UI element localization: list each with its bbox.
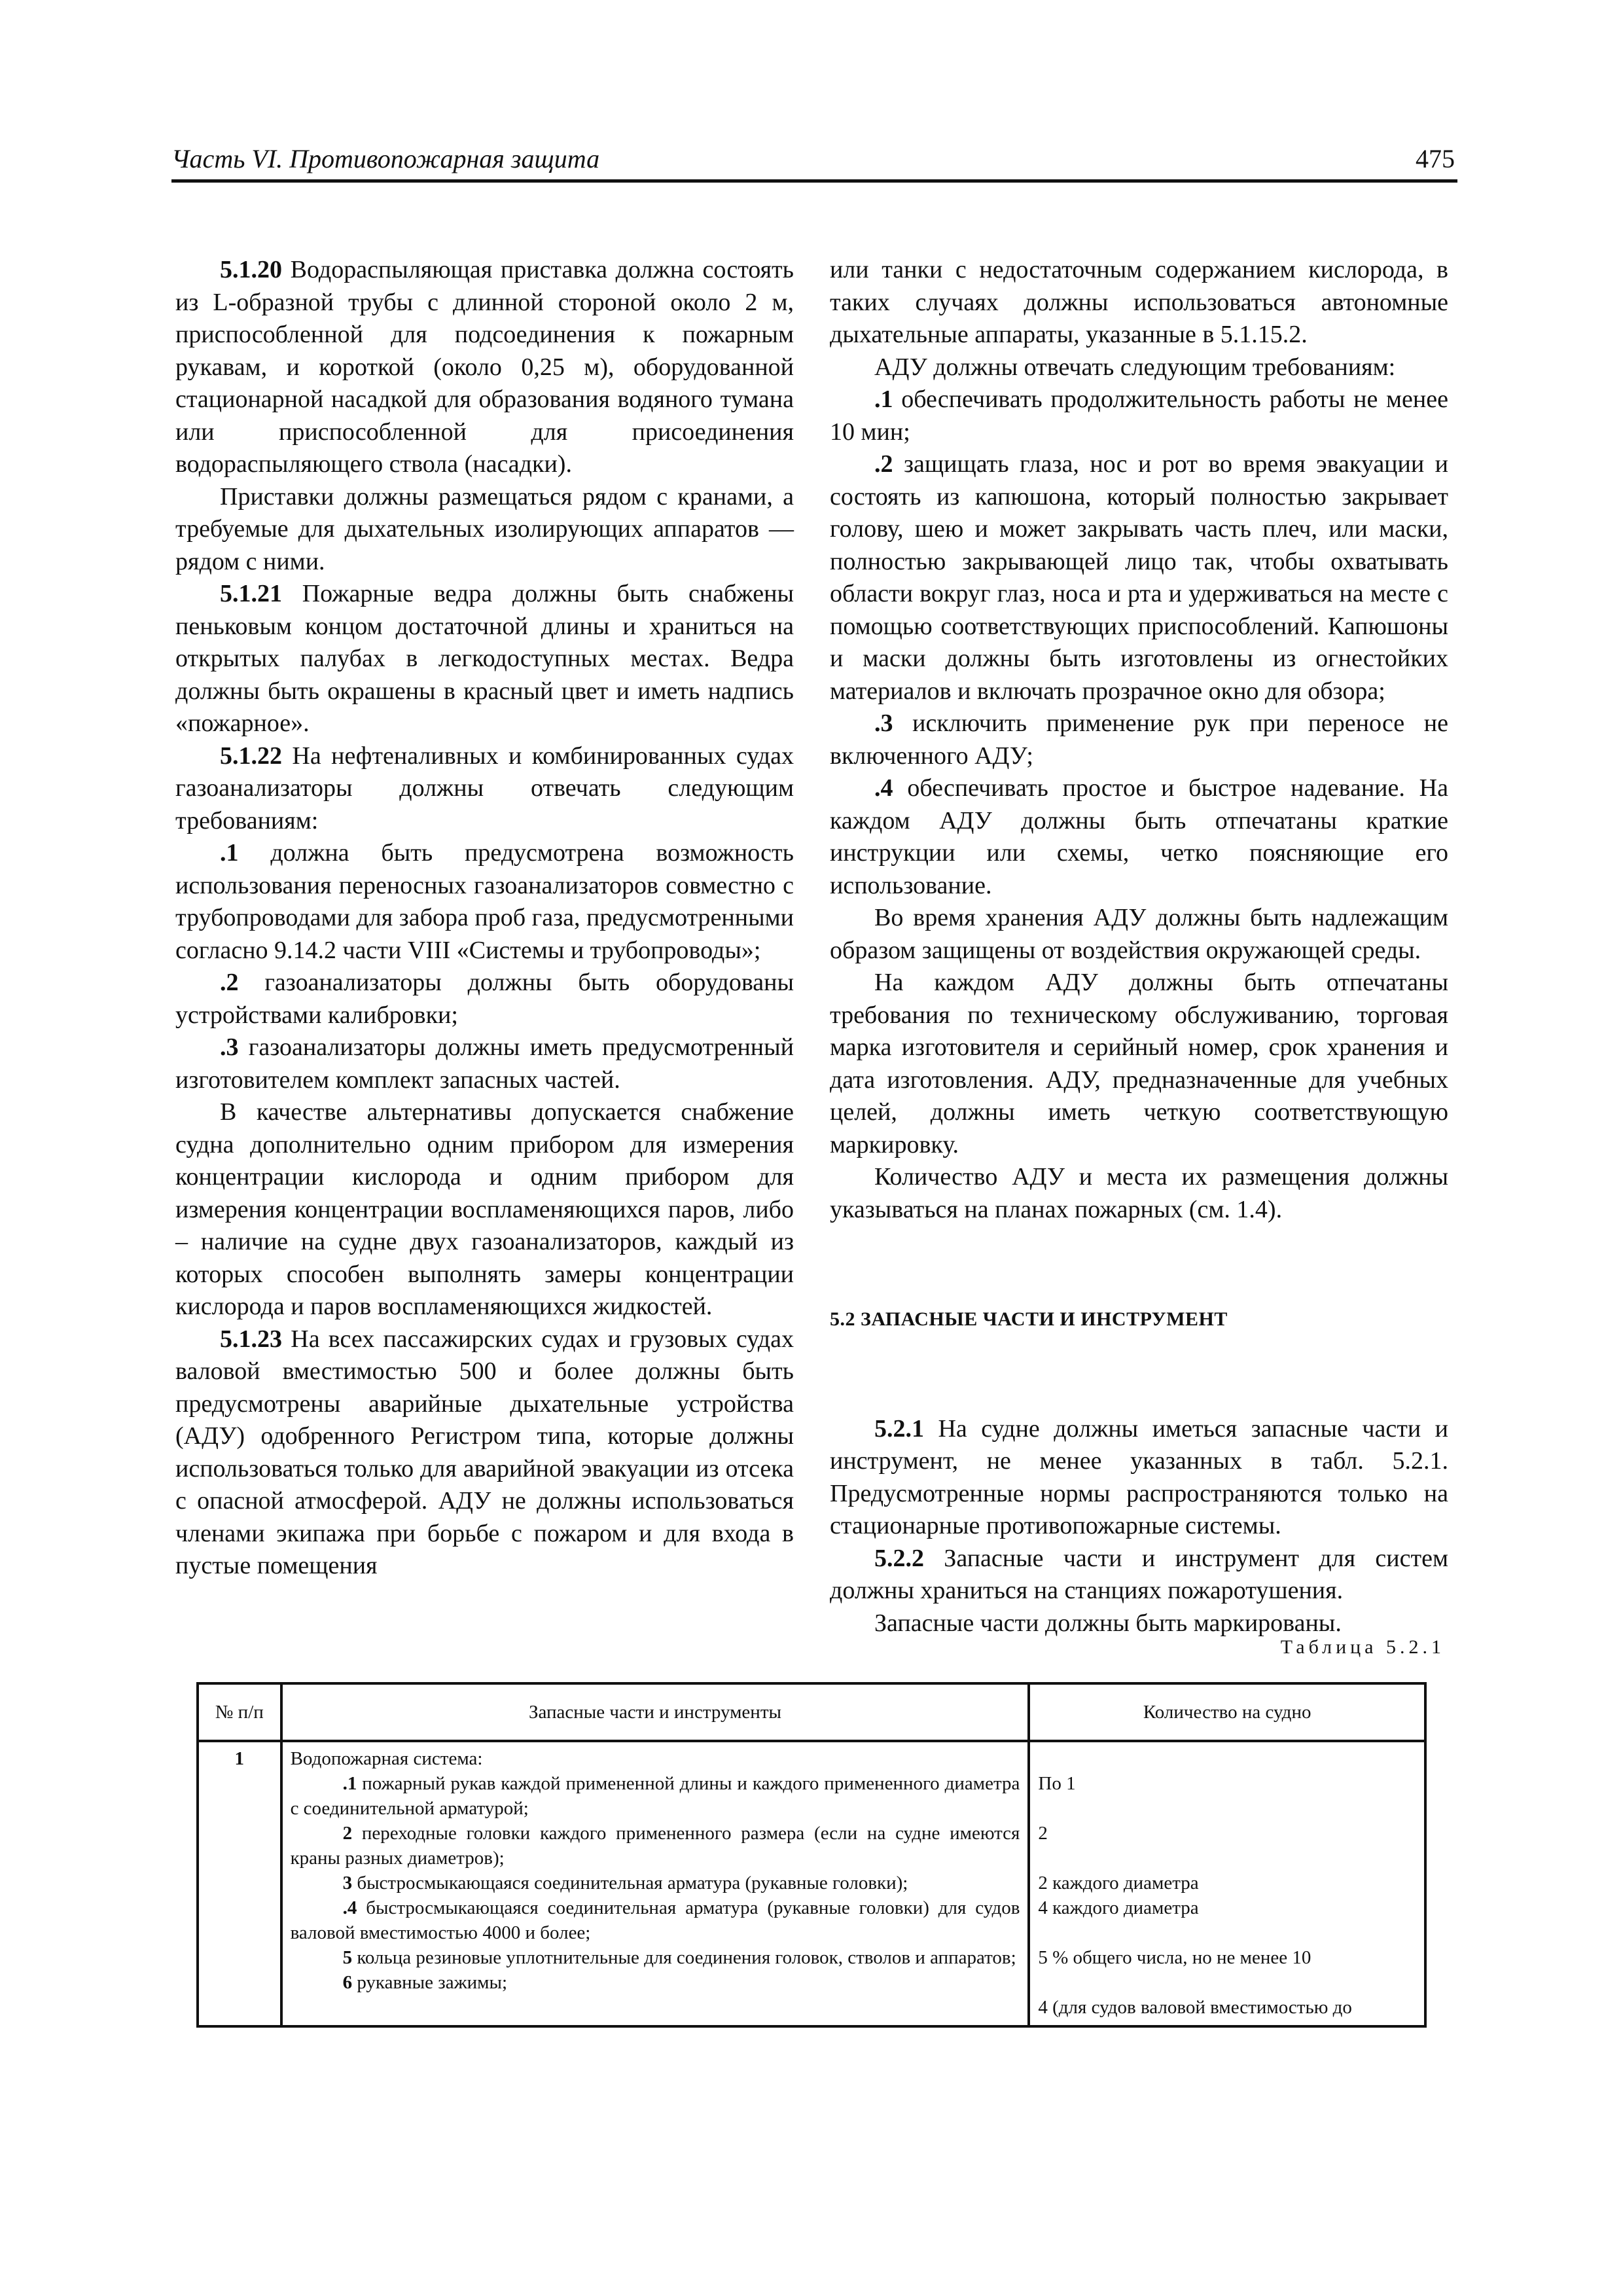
right-column <box>830 254 1448 1640</box>
subclause-number: .1 <box>220 839 239 867</box>
list-item <box>291 1821 1020 1871</box>
item-number: .4 <box>342 1897 357 1918</box>
clause-number: 5.2.2 <box>874 1544 924 1572</box>
quantity-value: 5 % общего числа, но не менее 10 <box>1038 1947 1311 1968</box>
paragraph-5-1-21 <box>175 578 794 740</box>
table-header-row <box>198 1683 1425 1741</box>
subclause-text: газоанализаторы должны иметь предусмотренный изготовителем комплект запасных частей. <box>175 1033 794 1094</box>
quantity-value: 2 каждого диаметра <box>1038 1873 1199 1893</box>
quantity-value: 4 (для судов валовой вместимостью до <box>1038 1997 1352 2018</box>
page-header <box>171 145 1457 183</box>
paragraph: На каждом АДУ должны быть отпечатаны требования по техническому обслуживанию, торговая марка изготовителя и серийный номер, срок хранения и дата изготовления. АДУ, предназначенные для учебных целей, должны иметь четкую соответствующую маркировку. <box>830 969 1448 1158</box>
item-text: пожарный рукав каждой примененной длины и каждого примененного диаметра с соединительной арматурой; <box>290 1773 1020 1819</box>
paragraph-5-1-22 <box>175 740 794 838</box>
paragraph-text: На нефтеналивных и комбинированных судах газоанализаторы должны отвечать следующим требованиям: <box>175 742 794 834</box>
paragraph: Количество АДУ и места их размещения должны указываться на планах пожарных (см. 1.4). <box>830 1163 1448 1223</box>
clause-number: 5.1.21 <box>220 580 282 607</box>
quantity-cell <box>1029 1741 1425 2026</box>
spare-parts-table <box>196 1682 1427 2028</box>
paragraph-5-2-1 <box>830 1413 1448 1543</box>
column-header-quantity: Количество на судно <box>1029 1683 1425 1741</box>
paragraph-text: Запасные части и инструмент для систем должны храниться на станциях пожаротушения. <box>830 1544 1448 1604</box>
paragraph: Запасные части должны быть маркированы. <box>874 1609 1342 1637</box>
list-item <box>291 1945 1020 1970</box>
list-item <box>291 1895 1020 1945</box>
subclause-text: защищать глаза, нос и рот во время эвакуации и состоять из капюшона, который полностью закрывает голову, шею и может закрывать часть плеч, или маски, полностью закрывающей лицо так, чтобы охватывать области вокруг глаз, носа и рта и удерживаться на месте с помощью соответствующих приспособлений. Капюшоны и маски должны быть изготовлены из огнестойких материалов и включать прозрачное окно для обзора; <box>830 450 1448 705</box>
subclause-number: .4 <box>874 774 893 802</box>
subclause-number: .3 <box>220 1033 239 1061</box>
paragraph: АДУ должны отвечать следующим требованиям: <box>874 353 1396 381</box>
paragraph: Во время хранения АДУ должны быть надлежащим образом защищены от воздействия окружающей среды. <box>830 904 1448 964</box>
subclause-number: .1 <box>874 386 893 413</box>
item-number: 6 <box>342 1972 353 1993</box>
paragraph: В качестве альтернативы допускается снабжение судна дополнительно одним прибором для измерения концентрации кислорода и одним прибором для измерения концентрации воспламеняющихся паров, либо – наличие на судне двух газоанализаторов, каждый из которых способен выполнять замеры концентрации кислорода и паров воспламеняющихся жидкостей. <box>175 1098 794 1320</box>
parts-cell <box>281 1741 1029 2026</box>
subclause-text: обеспечивать продолжительность работы не менее 10 мин; <box>830 386 1448 446</box>
list-item <box>291 1771 1020 1821</box>
subclause-text: должна быть предусмотрена возможность использования переносных газоанализаторов совместно с трубопроводами для забора проб газа, предусмотренными согласно 9.14.2 части VIII «Системы и трубопроводы»; <box>175 839 794 964</box>
item-number: 3 <box>342 1873 353 1893</box>
subclause-number: .3 <box>874 709 893 737</box>
subclause <box>830 448 1448 708</box>
paragraph-continuation: или танки с недостаточным содержанием кислорода, в таких случаях должны использоваться автономные дыхательные аппараты, указанные в 5.1.15.2. <box>830 256 1448 348</box>
subclause <box>175 837 794 967</box>
subclause-text: исключить применение рук при переносе не включенного АДУ; <box>830 709 1448 770</box>
item-number: .1 <box>342 1773 357 1794</box>
paragraph-5-1-23 <box>175 1323 794 1583</box>
paragraph-5-2-2 <box>830 1543 1448 1607</box>
clause-number: 5.2.1 <box>874 1414 924 1443</box>
subclause <box>175 967 794 1031</box>
clause-number: 5.1.23 <box>220 1325 282 1353</box>
left-column <box>175 254 794 1583</box>
subclause <box>175 1031 794 1096</box>
section-title: 5.2 ЗАПАСНЫЕ ЧАСТИ И ИНСТРУМЕНТ <box>830 1308 1228 1330</box>
item-number: 2 <box>342 1823 353 1844</box>
subclause <box>830 384 1448 448</box>
quantity-value: 2 <box>1038 1823 1048 1844</box>
item-text: переходные головки каждого примененного размера (если на судне имеются краны разных диаметров); <box>290 1823 1020 1869</box>
system-name: Водопожарная система: <box>290 1748 483 1769</box>
table-row <box>198 1741 1425 2026</box>
quantity-value: 4 каждого диаметра <box>1038 1897 1199 1918</box>
paragraph: Приставки должны размещаться рядом с кранами, а требуемые для дыхательных изолирующих аппаратов — рядом с ними. <box>175 482 794 575</box>
column-header-number: № п/п <box>198 1683 281 1741</box>
subclause-number: .2 <box>220 969 239 996</box>
paragraph-text: Водораспыляющая приставка должна состоять из L-образной трубы с длинной стороной около 2 м, приспособленной для подсоединения к пожарным рукавам, и короткой (около 0,25 м), оборудованной стационарной насадкой для образования водяного тумана или приспособленной для присоединения водораспыляющего ствола (насадки). <box>175 256 794 478</box>
paragraph-text: На судне должны иметься запасные части и инструмент, не менее указанных в табл. 5.2.1. Предусмотренные нормы распространяются только на стационарные противопожарные системы. <box>830 1414 1448 1539</box>
subclause-text: газоанализаторы должны быть оборудованы устройствами калибровки; <box>175 969 794 1029</box>
subclause <box>830 708 1448 772</box>
column-header-parts: Запасные части и инструменты <box>281 1683 1029 1741</box>
item-text: быстросмыкающаяся соединительная арматура (рукавные головки); <box>352 1873 908 1893</box>
clause-number: 5.1.20 <box>220 256 282 283</box>
item-number: 5 <box>342 1947 353 1968</box>
paragraph-text: Пожарные ведра должны быть снабжены пеньковым концом достаточной длины и храниться на открытых палубах в легкодоступных местах. Ведра должны быть окрашены в красный цвет и иметь надпись «пожарное». <box>175 580 794 737</box>
subclause-text: обеспечивать простое и быстрое надевание. На каждом АДУ должны быть отпечатаны краткие инструкции или схемы, четко поясняющие его использование. <box>830 774 1448 899</box>
page-number: 475 <box>1416 144 1455 173</box>
list-item <box>291 1871 1020 1895</box>
item-text: быстросмыкающаяся соединительная арматура (рукавные головки) для судов валовой вместимостью 4000 и более; <box>290 1897 1020 1943</box>
subclause <box>830 772 1448 902</box>
table-caption: Таблица 5.2.1 <box>1280 1636 1445 1658</box>
item-text: рукавные зажимы; <box>352 1972 508 1993</box>
subclause-number: .2 <box>874 450 893 478</box>
clause-number: 5.1.22 <box>220 742 282 770</box>
quantity-value: По 1 <box>1038 1773 1076 1794</box>
paragraph-text: На всех пассажирских судах и грузовых судах валовой вместимостью 500 и более должны быть предусмотрены аварийные дыхательные устройства (АДУ) одобренного Регистром типа, которые должны использоваться только для аварийной эвакуации из отсека с опасной атмосферой. АДУ не должны использоваться членами экипажа при борьбе с пожаром и для входа в пустые помещения <box>175 1325 794 1579</box>
item-text: кольца резиновые уплотнительные для соединения головок, стволов и аппаратов; <box>352 1947 1016 1968</box>
paragraph-5-1-20 <box>175 254 794 481</box>
row-number: 1 <box>198 1741 281 2026</box>
running-title: Часть VI. Противопожарная защита <box>171 144 600 173</box>
list-item <box>291 1970 1020 2021</box>
